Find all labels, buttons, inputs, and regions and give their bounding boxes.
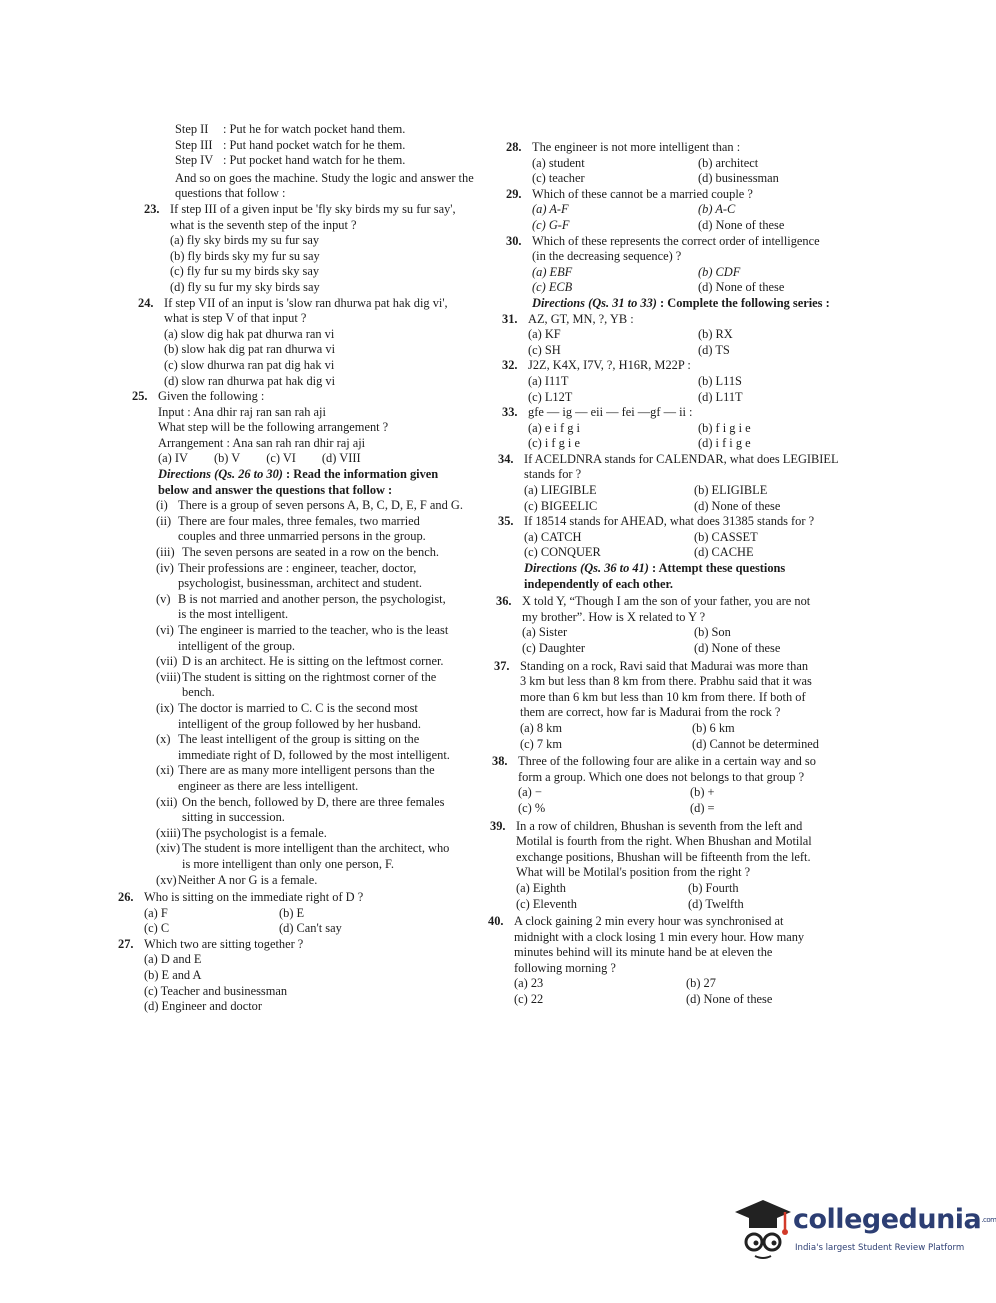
question-number: 40.: [488, 914, 504, 929]
statement-text: intelligent of the group.: [178, 638, 295, 653]
directions-label: Directions (Qs. 36 to 41): [524, 561, 649, 576]
statement-number: (i): [156, 498, 168, 513]
question-number: 31.: [502, 311, 518, 326]
question-text: midnight with a clock losing 1 min every hour. How many: [514, 929, 805, 944]
question-text: Standing on a rock, Ravi said that Madurai was more than: [520, 658, 809, 673]
statement-text: bench.: [182, 685, 215, 700]
statement-text: There are four males, three females, two married: [178, 513, 420, 528]
question-text: more than 6 km but less than 10 km from there. If both of: [520, 689, 806, 704]
option[interactable]: (a) Sister: [522, 625, 568, 640]
question-number: 34.: [498, 451, 514, 466]
option[interactable]: (a) student: [532, 155, 585, 170]
statement-number: (ix): [156, 700, 174, 715]
option[interactable]: (c) Teacher and businessman: [144, 983, 288, 998]
left-column: [118, 122, 496, 1015]
statement-text: On the bench, followed by D, there are three females: [182, 794, 445, 809]
question-31: [488, 312, 840, 359]
question-number: 25.: [132, 389, 148, 404]
statement-text: immediate right of D, followed by the most intelligent.: [178, 747, 450, 762]
option[interactable]: (d) Cannot be determined: [692, 736, 819, 751]
option[interactable]: (d) CACHE: [694, 545, 754, 560]
directions-text: below and answer the questions that follow :: [158, 482, 393, 497]
logo-suffix: .com: [981, 1216, 996, 1224]
option[interactable]: (d) Twelfth: [688, 896, 744, 911]
option[interactable]: (c) SH: [528, 342, 561, 357]
option[interactable]: (d) slow ran dhurwa pat hak dig vi: [164, 373, 336, 388]
question-number: 37.: [494, 658, 510, 673]
question-text: Which of these represents the correct order of intelligence: [532, 233, 820, 248]
statement-text: engineer as there are less intelligent.: [178, 778, 359, 793]
question-text: J2Z, K4X, I7V, ?, H16R, M22P :: [528, 358, 691, 373]
step-line: Step III : Put hand pocket watch for he them.: [175, 137, 406, 152]
question-number: 23.: [144, 201, 160, 216]
option[interactable]: (b) A-C: [698, 202, 736, 217]
question-text: them are correct, how far is Madurai from the rock ?: [520, 705, 781, 720]
statement: [156, 841, 496, 872]
directions-text: : Complete the following series :: [660, 295, 830, 310]
option[interactable]: (b) Son: [694, 625, 731, 640]
options-grid: [532, 202, 840, 233]
question-text: A clock gaining 2 min every hour was synchronised at: [514, 914, 784, 929]
question-number: 27.: [118, 936, 134, 951]
option[interactable]: (d) =: [690, 800, 715, 815]
directions-text: : Read the information given: [286, 467, 439, 482]
question-number: 29.: [506, 186, 522, 201]
options-grid: [144, 906, 404, 937]
option[interactable]: (d) None of these: [694, 641, 781, 655]
question-text: gfe — ig — eii — fei —gf — ii :: [528, 405, 693, 420]
question-29: [488, 187, 840, 234]
statement-number: (viii): [156, 669, 181, 684]
statement-list: [118, 498, 496, 888]
option[interactable]: (b) slow hak dig pat ran dhurwa vi: [164, 342, 336, 357]
option[interactable]: (a) KF: [528, 327, 561, 342]
options-grid: [524, 530, 840, 561]
option[interactable]: (d) fly su fur my sky birds say: [170, 279, 320, 294]
question-number: 36.: [496, 594, 512, 609]
question-text: Which two are sitting together ?: [144, 936, 304, 951]
option[interactable]: (b) ELIGIBLE: [694, 483, 768, 498]
question-38: [488, 754, 840, 816]
directions-label: Directions (Qs. 31 to 33): [532, 295, 657, 310]
statement: [156, 795, 496, 826]
option[interactable]: (d) None of these: [698, 217, 785, 232]
statement-number: (iv): [156, 560, 174, 575]
statement: [156, 763, 496, 794]
directions-26-30: [118, 467, 496, 498]
statement-text: The student is sitting on the rightmost corner of the: [182, 669, 437, 684]
options-grid: [514, 976, 840, 1007]
statement-number: (xiii): [156, 825, 181, 840]
statement: [156, 873, 496, 889]
option[interactable]: (c) Eleventh: [516, 896, 577, 911]
option[interactable]: (a) LIEGIBLE: [524, 483, 597, 498]
question-text: What will be Motilal's position from the right ?: [516, 865, 751, 880]
option[interactable]: (d) TS: [698, 342, 730, 357]
statement-number: (xiv): [156, 841, 181, 856]
statement-number: (vi): [156, 623, 174, 637]
question-text: what is step V of that input ?: [164, 311, 307, 326]
question-text: If 18514 stands for AHEAD, what does 31385 stands for ?: [524, 514, 815, 529]
option[interactable]: (a) A-F: [532, 202, 569, 217]
option[interactable]: (a) slow dig hak pat dhurwa ran vi: [164, 326, 335, 341]
logo-wordmark: collegedunia$^{.com}$: [793, 1204, 996, 1235]
statement: [156, 561, 496, 592]
option[interactable]: (c) %: [518, 800, 546, 815]
statement-text: The student is more intelligent than the architect, who: [182, 841, 450, 856]
options-grid: [520, 721, 840, 752]
option[interactable]: (a) EBF: [532, 264, 573, 279]
step-line: Step II : Put he for watch pocket hand them.: [175, 122, 406, 136]
option[interactable]: (d) None of these: [698, 280, 785, 295]
question-33: [488, 405, 840, 452]
option[interactable]: (d) Engineer and doctor: [144, 999, 263, 1014]
question-number: 32.: [502, 358, 518, 373]
statement: [156, 514, 496, 545]
steps-intro: [118, 122, 496, 202]
question-text: X told Y, “Though I am the son of your father, you are not: [522, 594, 811, 609]
statement-number: (xi): [156, 763, 174, 778]
question-39: [488, 819, 840, 913]
options-grid: [532, 156, 840, 187]
statement-text: D is an architect. He is sitting on the leftmost corner.: [182, 654, 444, 669]
option[interactable]: (c) BIGEELIC: [524, 498, 598, 513]
question-text: (in the decreasing sequence) ?: [532, 249, 682, 264]
right-column: [488, 140, 840, 1008]
options-grid: [516, 881, 840, 912]
question-27: [118, 937, 496, 1015]
statement-text: intelligent of the group followed by her husband.: [178, 716, 421, 731]
option[interactable]: (d) None of these: [694, 498, 781, 513]
question-text: Who is sitting on the immediate right of D ?: [144, 890, 364, 905]
question-text: AZ, GT, MN, ?, YB :: [528, 311, 634, 326]
option[interactable]: (c) G-F: [532, 217, 570, 232]
options-grid: [528, 327, 840, 358]
directions-label: Directions (Qs. 26 to 30): [158, 467, 283, 482]
statement-number: (xv): [156, 872, 177, 887]
option[interactable]: (d) businessman: [698, 171, 779, 186]
question-text: Motilal is fourth from the right. When Bhushan and Motilal: [516, 834, 812, 849]
question-34: [488, 452, 840, 514]
statement-text: sitting in succession.: [182, 810, 285, 825]
statement: [156, 654, 496, 670]
option[interactable]: (a) I11T: [528, 373, 569, 388]
option[interactable]: (b) 6 km: [692, 720, 735, 735]
question-text: The engineer is not more intelligent than :: [532, 140, 741, 154]
question-23: [118, 202, 496, 296]
statement-text: Their professions are : engineer, teacher, doctor,: [178, 560, 417, 575]
option[interactable]: (c) Daughter: [522, 641, 585, 655]
option[interactable]: (c) 22: [514, 992, 544, 1007]
question-40: [488, 914, 840, 1008]
intro-text: questions that follow :: [175, 186, 286, 201]
statement-number: (v): [156, 591, 171, 606]
statement-number: (vii): [156, 654, 178, 669]
question-number: 24.: [138, 295, 154, 310]
question-number: 39.: [490, 818, 506, 833]
statement-text: couples and three unmarried persons in the group.: [178, 529, 426, 544]
question-25: [118, 389, 496, 467]
question-26: [118, 890, 496, 937]
option[interactable]: (a) fly sky birds my su fur say: [170, 233, 320, 248]
statement-text: is more intelligent than only one person, F.: [182, 856, 395, 871]
option[interactable]: (b) +: [690, 785, 715, 800]
statement-text: The psychologist is a female.: [182, 825, 327, 840]
collegedunia-logo[interactable]: [733, 1198, 996, 1266]
statement: [156, 826, 496, 842]
question-number: 38.: [492, 754, 508, 769]
question-text: What step will be the following arrangement ?: [158, 420, 389, 435]
option[interactable]: (a) F: [144, 905, 168, 920]
question-number: 35.: [498, 514, 514, 529]
options-grid: [528, 421, 840, 452]
option[interactable]: (d) L11T: [698, 389, 743, 404]
option[interactable]: (c) i f g i e: [528, 436, 580, 451]
option[interactable]: (b) RX: [698, 327, 733, 342]
statement-number: (x): [156, 732, 171, 747]
question-text: my brother”. How is X related to Y ?: [522, 609, 706, 624]
statement-text: psychologist, businessman, architect and student.: [178, 576, 422, 591]
option[interactable]: (d) Can't say: [279, 921, 342, 936]
option[interactable]: (a) e i f g i: [528, 420, 580, 435]
statement-text: The least intelligent of the group is sitting on the: [178, 732, 420, 747]
options-grid: [528, 374, 840, 405]
question-number: 28.: [506, 140, 522, 154]
statement-number: (xii): [156, 794, 178, 809]
statement: [156, 732, 496, 763]
directions-31-33: [488, 296, 840, 312]
question-number: 30.: [506, 233, 522, 248]
option[interactable]: (a) IV: [158, 451, 188, 466]
statement-text: Neither A nor G is a female.: [178, 872, 318, 887]
directions-text: : Attempt these questions: [652, 561, 786, 576]
option[interactable]: (c) C: [144, 921, 170, 936]
question-text: In a row of children, Bhushan is seventh from the left and: [516, 818, 803, 833]
question-text: 3 km but less than 8 km from there. Prabhu said that it was: [520, 674, 812, 689]
option[interactable]: (d) None of these: [686, 992, 773, 1007]
question-28: [488, 140, 840, 187]
options-grid: [524, 483, 840, 514]
question-number: 33.: [502, 405, 518, 420]
directions-text: independently of each other.: [524, 576, 673, 591]
statement-text: There is a group of seven persons A, B, C, D, E, F and G.: [178, 498, 463, 513]
option[interactable]: (a) CATCH: [524, 529, 582, 544]
option[interactable]: (d) VIII: [321, 451, 361, 466]
question-37: [488, 659, 840, 753]
input-text: Input : Ana dhir raj ran san rah aji: [158, 404, 326, 419]
option[interactable]: (c) VI: [266, 451, 296, 466]
question-32: [488, 358, 840, 405]
option[interactable]: (b) architect: [698, 155, 759, 170]
question-text: stands for ?: [524, 467, 582, 482]
options-grid: [518, 785, 840, 816]
intro-text: And so on goes the machine. Study the logic and answer the: [175, 170, 474, 185]
option[interactable]: (c) CONQUER: [524, 545, 601, 560]
statement-text: The seven persons are seated in a row on the bench.: [182, 545, 440, 560]
statement-number: (iii): [156, 545, 175, 560]
statement-text: The engineer is married to the teacher, who is the least: [178, 623, 449, 637]
options-row: [158, 451, 496, 467]
statement: [156, 701, 496, 732]
question-text: If ACELDNRA stands for CALENDAR, what does LEGIBIEL: [524, 451, 839, 466]
question-text: Given the following :: [158, 389, 265, 404]
graduate-mascot-icon: [733, 1198, 793, 1262]
statement: [156, 498, 496, 514]
option[interactable]: (b) CDF: [698, 264, 741, 279]
option[interactable]: (c) fly fur su my birds sky say: [170, 264, 320, 279]
option[interactable]: (d) i f i g e: [698, 436, 751, 451]
option[interactable]: (a) 23: [514, 976, 544, 991]
logo-tagline: India's largest Student Review Platform: [795, 1243, 965, 1253]
statement-number: (ii): [156, 513, 172, 528]
question-36: [488, 594, 840, 656]
option[interactable]: (a) Eighth: [516, 880, 566, 895]
statement-text: The doctor is married to C. C is the second most: [178, 700, 418, 715]
question-text: Which of these cannot be a married couple ?: [532, 186, 753, 201]
question-text: what is the seventh step of the input ?: [170, 217, 357, 232]
question-number: 26.: [118, 890, 134, 905]
statement: [156, 592, 496, 623]
question-text: following morning ?: [514, 960, 616, 975]
question-text: exchange positions, Bhushan will be fifteenth from the left.: [516, 849, 811, 864]
option[interactable]: (a) D and E: [144, 952, 202, 967]
question-text: If step III of a given input be 'fly sky birds my su fur say',: [170, 201, 456, 216]
option[interactable]: (b) E: [279, 905, 305, 920]
option[interactable]: (b) 27: [686, 976, 716, 991]
option[interactable]: (b) CASSET: [694, 529, 758, 544]
option[interactable]: (b) Fourth: [688, 880, 739, 895]
statement-text: is the most intelligent.: [178, 607, 289, 622]
option[interactable]: (a) −: [518, 785, 542, 800]
question-text: minutes behind will its minute hand be at eleven the: [514, 945, 773, 960]
statement: [156, 670, 496, 701]
arrangement-text: Arrangement : Ana san rah ran dhir raj aji: [158, 435, 366, 450]
question-text: form a group. Which one does not belongs to that group ?: [518, 769, 805, 784]
statement-text: There are as many more intelligent persons than the: [178, 763, 435, 778]
option[interactable]: (b) fly birds sky my fur su say: [170, 248, 320, 263]
statement: [156, 545, 496, 561]
option[interactable]: (a) 8 km: [520, 720, 562, 735]
option[interactable]: (c) slow dhurwa ran pat dig hak vi: [164, 357, 335, 372]
option[interactable]: (c) teacher: [532, 171, 585, 186]
question-text: Three of the following four are alike in a certain way and so: [518, 754, 816, 769]
options-grid: [532, 265, 840, 296]
statement-text: B is not married and another person, the psychologist,: [178, 591, 446, 606]
option[interactable]: (b) E and A: [144, 968, 202, 983]
option[interactable]: (c) 7 km: [520, 736, 562, 751]
question-24: [118, 296, 496, 390]
question-35: [488, 514, 840, 561]
option[interactable]: (b) f i g i e: [698, 420, 751, 435]
option[interactable]: (c) L12T: [528, 389, 573, 404]
statement: [156, 623, 496, 654]
option[interactable]: (b) L11S: [698, 373, 742, 388]
directions-36-41: [488, 561, 840, 592]
step-line: Step IV : Put pocket hand watch for he them.: [175, 153, 406, 168]
question-30: [488, 234, 840, 296]
options-grid: [522, 625, 840, 656]
option[interactable]: (b) V: [213, 451, 241, 466]
option[interactable]: (c) ECB: [532, 280, 573, 295]
question-text: If step VII of an input is 'slow ran dhurwa pat hak dig vi',: [164, 295, 448, 310]
